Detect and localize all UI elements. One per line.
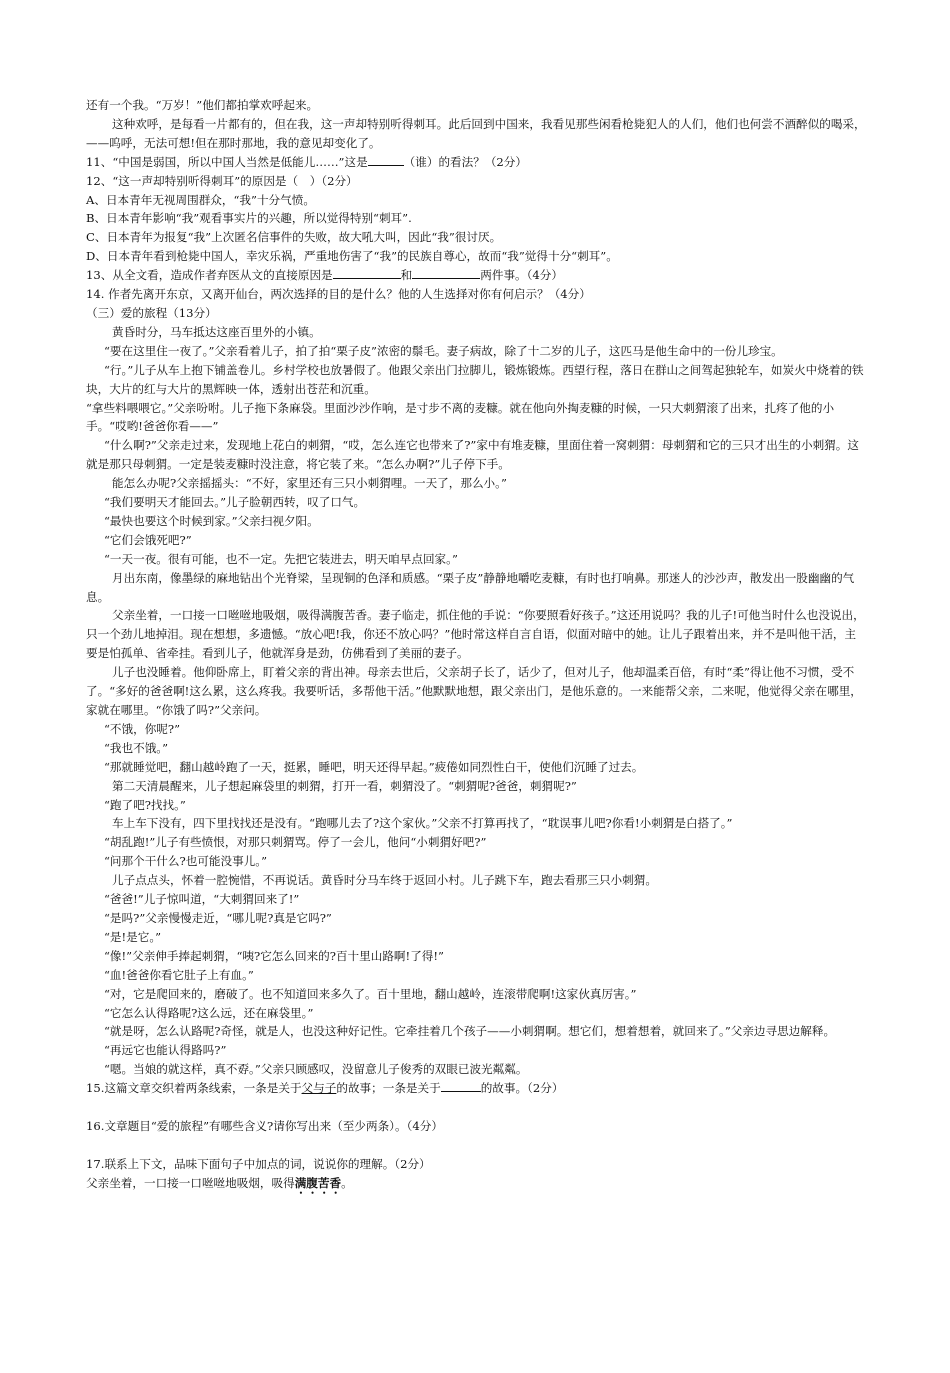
- story-paragraph: “我也不饿。”: [104, 740, 169, 755]
- story-paragraph: “是!是它。”: [104, 929, 162, 944]
- story-paragraph: 父亲坐着，一口接一口咝咝地吸烟，吸得满腹苦香。妻子临走，抓住他的手说：“你要照看好孩子。”这还用说吗？我的儿子!可他当时什么也没说出，只一个劲儿地掉泪。现在想想，多遗憾。“放心吧!我，你还不放心吗？”他时常这样自言自语，似面对暗中的她。让儿子跟着出来，并不是叫他干活，主要是怕孤单、省牵挂。看到儿子，他就浑身是劲，仿佛看到了美丽的妻子。: [86, 608, 865, 661]
- story-paragraph: 儿子点点头，怀着一腔惋惜，不再说话。黄昏时分马车终于返回小村。儿子跳下车，跑去看那三只小刺猬。: [112, 873, 657, 888]
- story-paragraph: “胡乱跑!”儿子有些愤恨，对那只刺猬骂。停了一会儿，他问“小刺猬好吧?”: [104, 835, 487, 850]
- q15-underlined-answer: 父与子: [301, 1081, 337, 1096]
- question-11: [86, 153, 866, 172]
- q15-tail: 的故事。（2分）: [480, 1081, 564, 1096]
- story-paragraph: “不饿，你呢?”: [104, 721, 181, 736]
- story-paragraph: “再远它也能认得路吗?”: [104, 1043, 227, 1058]
- question-14: 14. 作者先离开东京，又离开仙台，两次选择的目的是什么？他的人生选择对你有何启示？（4分）: [86, 287, 591, 302]
- story-paragraph: “跑了吧?找找。”: [104, 797, 186, 812]
- story-paragraph: “血!爸爸你看它肚子上有血。”: [104, 967, 254, 982]
- story-paragraph: “问那个干什么?也可能没事儿。”: [104, 854, 267, 869]
- q13-tail: 两件事。（4分）: [480, 268, 563, 283]
- exam-page: [86, 96, 866, 1197]
- q13-text: 13、从全文看，造成作者弃医从文的直接原因是: [86, 268, 333, 283]
- story-paragraph: 第二天清晨醒来，儿子想起麻袋里的刺猬，打开一看，刺猬没了。“刺猬呢?爸爸，刺猬呢?”: [112, 778, 577, 793]
- story-paragraph: “我们要明天才能回去。”儿子脸朝西转，叹了口气。: [104, 495, 366, 510]
- story-paragraph: “对，它是爬回来的，磨破了。也不知道回来多久了。百十里地，翻山越岭，连滚带爬啊!这家伙真厉害。”: [104, 986, 637, 1001]
- story-paragraph: “爸爸!”儿子惊叫道，“大刺猬回来了!”: [104, 892, 300, 907]
- story-paragraph: 车上车下没有，四下里找找还是没有。“跑哪儿去了?这个家伙。”父亲不打算再找了，“耽误事儿吧?你看!小刺猬是白搭了。”: [112, 816, 733, 831]
- q17-sentence-end: 。: [341, 1175, 353, 1190]
- story-paragraph: “要在这里住一夜了。”父亲看着儿子，拍了拍“栗子皮”浓密的鬃毛。妻子病故，除了十二岁的儿子，这匹马是他生命中的一份儿珍宝。: [104, 343, 783, 358]
- story-paragraph: “就是呀，怎么认路呢?奇怪，就是人，也没这种好记性。它牵挂着几个孩子——小刺猬啊。想它们，想着想着，就回来了。”父亲边寻思边解释。: [104, 1024, 836, 1039]
- answer-blank[interactable]: [441, 1079, 481, 1092]
- question-17-sentence: [86, 1174, 866, 1197]
- question-17: 17.联系上下文，品味下面句子中加点的词，说说你的理解。（2分）: [86, 1156, 431, 1171]
- question-12: 12、“这一声却特别听得刺耳”的原因是（ ）（2分）: [86, 173, 358, 188]
- passage-paragraph: 这种欢呼，是每看一片都有的，但在我，这一声却特别听得刺耳。此后回到中国来，我看见那些闲看枪毙犯人的人们，他们也何尝不酒醉似的喝采，——呜呼，无法可想!但在那时那地，我的意见却变化了。: [86, 116, 866, 150]
- story-paragraph: “像!”父亲伸手捧起刺猬，“咦?它怎么回来的?百十里山路啊!了得!”: [104, 948, 444, 963]
- dotted-words: 满腹苦香: [294, 1175, 342, 1190]
- story-paragraph: “是吗?”父亲慢慢走近，“哪儿呢?真是它吗?”: [104, 910, 332, 925]
- story-paragraph: “一天一夜。很有可能，也不一定。先把它装进去，明天咱早点回家。”: [104, 551, 458, 566]
- story-paragraph: 黄昏时分，马车抵达这座百里外的小镇。: [112, 324, 321, 339]
- q15-text: 15.这篇文章交织着两条线索，一条是关于: [86, 1081, 302, 1096]
- story-paragraph: “它们会饿死吧?”: [104, 532, 192, 547]
- q15-mid: 的故事；一条是关于: [336, 1081, 441, 1096]
- q11-tail: （谁）的看法？（2分）: [403, 154, 527, 169]
- story-paragraph: “它怎么认得路呢?这么远，还在麻袋里。”: [104, 1005, 314, 1020]
- story-paragraph: “拿些料喂喂它。”父亲吩咐。儿子拖下条麻袋。里面沙沙作响，是寸步不离的麦糠。就在他向外掏麦糠的时候，一只大刺猬滚了出来，扎疼了他的小手。“哎哟!爸爸你看——”: [86, 400, 835, 434]
- question-16: 16.文章题目“爱的旅程”有哪些含义?请你写出来（至少两条）。（4分）: [86, 1119, 443, 1134]
- story-paragraph: “嗯。当娘的就这样，真不孬。”父亲只顾感叹，没留意儿子俊秀的双眼已波光粼粼。: [104, 1062, 528, 1077]
- story-paragraph: “行。”儿子从车上抱下铺盖卷儿。乡村学校也放暑假了。他跟父亲出门拉脚儿，锻炼锻炼。西望行程，落日在群山之间驾起独轮车，如炭火中烧着的铁块，大片的红与大片的黑辉映一体，透射出苍茫和沉重。: [86, 362, 864, 396]
- question-15: [86, 1079, 866, 1098]
- option-c: C、日本青年为报复“我”上次匿名信事件的失败，故大吼大叫，因此“我”很讨厌。: [86, 230, 502, 245]
- story-paragraph: 能怎么办呢?父亲摇摇头：“不好，家里还有三只小刺猬哩。一天了，那么小。”: [112, 476, 507, 491]
- q11-text: 11、“中国是弱国，所以中国人当然是低能儿……”这是: [86, 154, 368, 169]
- answer-blank[interactable]: [412, 266, 480, 279]
- answer-blank[interactable]: [333, 266, 401, 279]
- story-paragraph: “什么啊?”父亲走过来，发现地上花白的刺猬，“哎，怎么连它也带来了?”家中有堆麦糠，里面住着一窝刺猬：母刺猬和它的三只才出生的小刺猬。这就是那只母刺猬。一定是装麦糠时没注意，将它装了来。“怎么办啊?”儿子停下手。: [86, 438, 859, 472]
- story-paragraph: “那就睡觉吧，翻山越岭跑了一天，挺累，睡吧，明天还得早起。”疲倦如同烈性白干，使他们沉睡了过去。: [104, 759, 644, 774]
- section-heading: （三）爱的旅程（13分）: [86, 305, 217, 320]
- option-d: D、日本青年看到枪毙中国人，幸灾乐祸，严重地伤害了“我”的民族自尊心，故而“我”觉得十分“刺耳”。: [86, 249, 618, 264]
- story-paragraph: “最快也要这个时候到家。”父亲扫视夕阳。: [104, 513, 319, 528]
- option-a: A、日本青年无视周围群众，“我”十分气愤。: [86, 192, 315, 207]
- answer-blank[interactable]: [368, 153, 404, 166]
- q13-and: 和: [400, 268, 413, 283]
- passage-line: 还有一个我。“万岁！”他们都拍掌欢呼起来。: [86, 98, 319, 112]
- q17-sentence-text: 父亲坐着，一口接一口咝咝地吸烟，吸得: [86, 1175, 295, 1190]
- story-paragraph: 儿子也没睡着。他仰卧席上，盯着父亲的背出神。母亲去世后，父亲胡子长了，话少了，但对儿子，他却温柔百倍，有时“柔”得让他不习惯，受不了。“多好的爸爸啊!这么累，这么疼我。我要听话，多帮他干活。”他默默地想，跟父亲出门，是他乐意的。一来能帮父亲，二来呢，他觉得父亲在哪里，家就在哪里。“你饿了吗?”父亲问。: [86, 665, 862, 717]
- question-13: [86, 266, 866, 285]
- story-paragraph: 月出东南，像墨绿的麻地钻出个光脊梁，呈现铜的色泽和质感。“栗子皮”静静地嚼吃麦糠，有时也打响鼻。那迷人的沙沙声，散发出一股幽幽的气息。: [86, 570, 855, 604]
- option-b: B、日本青年影响“我”观看事实片的兴趣，所以觉得特别“刺耳”.: [86, 211, 412, 226]
